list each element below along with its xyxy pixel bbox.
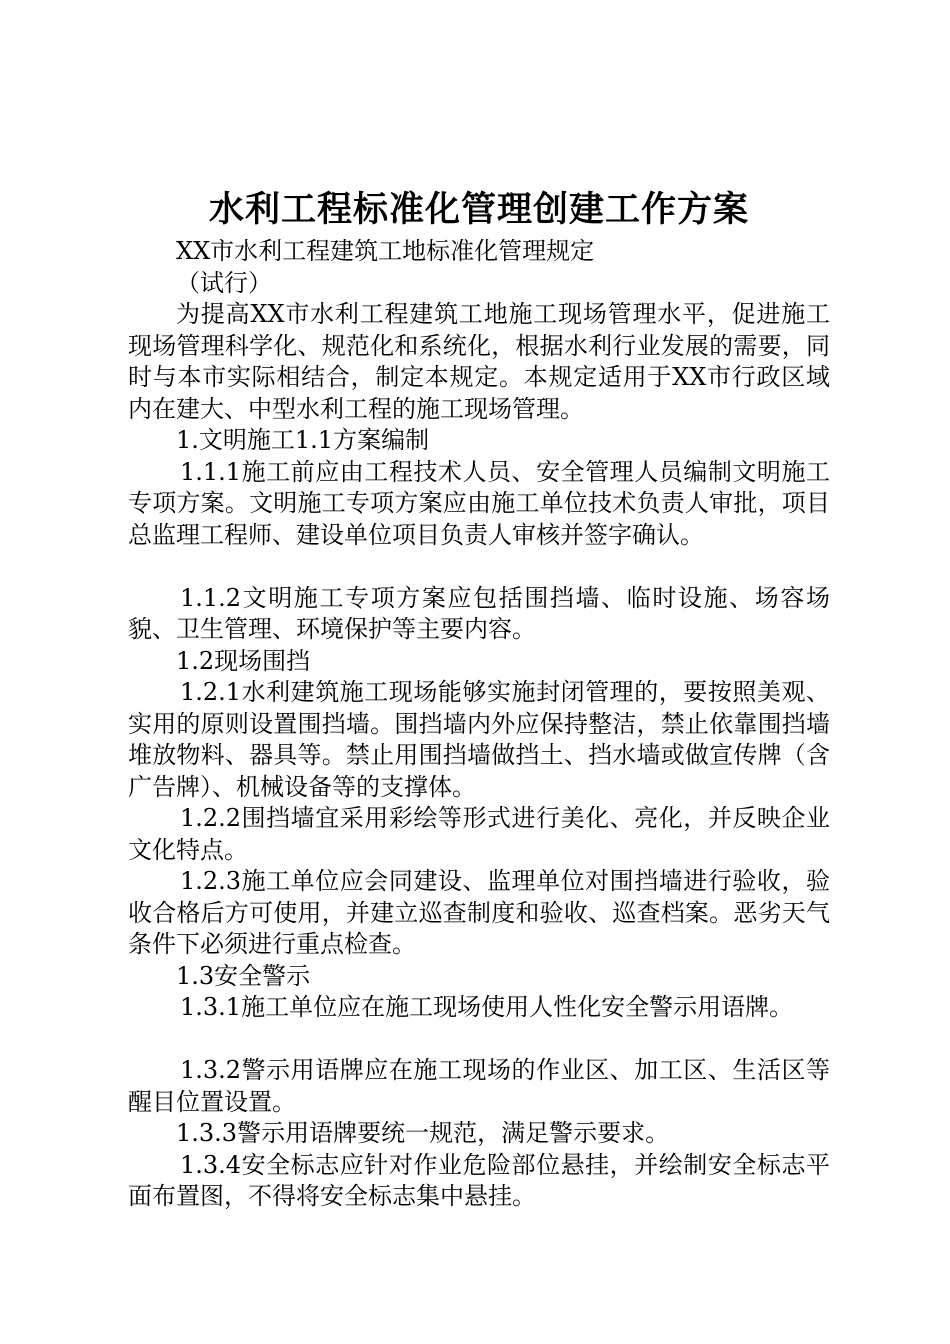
blank-line — [128, 1024, 830, 1056]
regulation-heading: XX市水利工程建筑工地标准化管理规定 — [176, 237, 595, 265]
clause-1-3-1: 1.3.1施工单位应在施工现场使用人性化安全警示用语牌。 — [180, 993, 794, 1021]
clause-1-1-2: 1.1.2文明施工专项方案应包括围挡墙、临时设施、场容场貌、卫生管理、环境保护等主要内容。 — [128, 583, 830, 643]
clause-1-2-3: 1.2.3施工单位应会同建设、监理单位对围挡墙进行验收，验收合格后方可使用，并建立巡查制度和验收、巡查档案。恶劣天气条件下必须进行重点检查。 — [128, 867, 830, 958]
intro-paragraph: 为提高XX市水利工程建筑工地施工现场管理水平，促进施工现场管理科学化、规范化和系统化，根据水利行业发展的需要，同时与本市实际相结合，制定本规定。本规定适用于XX市行政区域内在建大、中型水利工程的施工现场管理。 — [128, 300, 830, 423]
section-heading-1-3: 1.3安全警示 — [176, 961, 311, 990]
regulation-subheading: （试行） — [176, 268, 272, 297]
section-heading-1-2: 1.2现场围挡 — [176, 646, 311, 675]
clause-1-2-1: 1.2.1水利建筑施工现场能够实施封闭管理的，要按照美观、实用的原则设置围挡墙。围挡墙内外应保持整洁，禁止依靠围挡墙堆放物料、器具等。禁止用围挡墙做挡土、挡水墙或做宣传牌（含广告牌）、机械设备等的支撑体。 — [128, 678, 830, 801]
clause-1-3-4: 1.3.4安全标志应针对作业危险部位悬挂，并绘制安全标志平面布置图，不得将安全标志集中悬挂。 — [128, 1150, 830, 1210]
document-body — [128, 236, 830, 1213]
section-heading-1: 1.文明施工1.1方案编制 — [176, 426, 430, 454]
clause-1-2-2: 1.2.2围挡墙宜采用彩绘等形式进行美化、亮化，并反映企业文化特点。 — [128, 804, 830, 864]
blank-line — [128, 551, 830, 583]
clause-1-1-1: 1.1.1施工前应由工程技术人员、安全管理人员编制文明施工专项方案。文明施工专项方案应由施工单位技术负责人审批，项目总监理工程师、建设单位项目负责人审核并签字确认。 — [128, 457, 830, 549]
document-title: 水利工程标准化管理创建工作方案 — [208, 189, 749, 230]
clause-1-3-2: 1.3.2警示用语牌应在施工现场的作业区、加工区、生活区等醒目位置设置。 — [128, 1056, 830, 1116]
clause-1-3-3: 1.3.3警示用语牌要统一规范，满足警示要求。 — [176, 1119, 670, 1147]
